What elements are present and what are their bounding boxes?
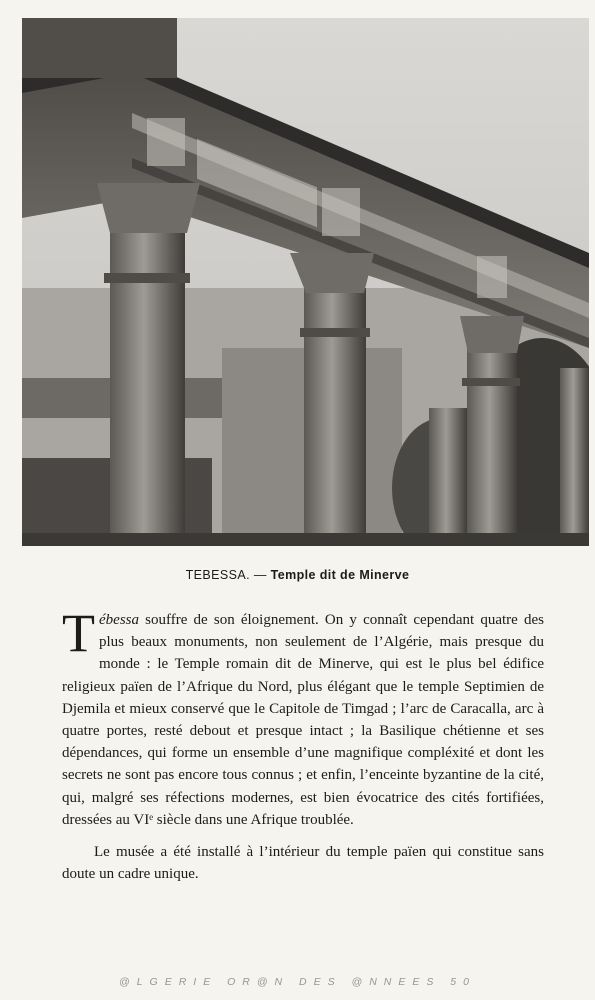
paragraph-1-text: souffre de son éloignement. On y connaît cependant quatre des plus beaux monuments, non seulement de l’Algérie, mais presque du monde : le Temple romain dit de Minerve, qui est le plus bel édifice religieux païen de l’Afrique du Nord, plus élégant que le temple Septimien de Djemila et mieux conservé que le Capitole de Timgad ; l’arc de Caracalla, arc à quatre portes, resté debout et presque intact ; la Basilique chétienne et ses dépendances, qui forme un ensemble d’une magnifique compléxité et dont les secrets ne sont pas encore tous connus ; et enfin, l’enceinte byzantine de la cité, qui, malgré ses réfections modernes, est bien évocatrice des cités fortifiées, dressées au VIᵉ siècle dans une Afrique troublée. xyxy=(62,612,544,828)
temple-photo xyxy=(22,18,589,546)
temple-photo-illustration xyxy=(22,18,589,546)
caption-separator: — xyxy=(253,568,267,582)
article-body xyxy=(62,603,544,885)
caption-place: TEBESSA. xyxy=(185,568,250,582)
page-footer: @LGERIE OR@N DES @NNEES 50 xyxy=(119,976,476,988)
paragraph-2: Le musée a été installé à l’intérieur du temple païen qui constitue sans doute un cadre unique. xyxy=(62,844,544,883)
paragraph-1 xyxy=(62,603,544,831)
caption-title: Temple dit de Minerve xyxy=(270,568,410,582)
paragraph-1-lead: ébessa xyxy=(99,612,139,628)
photo-caption xyxy=(0,568,595,582)
dropcap: T xyxy=(62,603,95,663)
